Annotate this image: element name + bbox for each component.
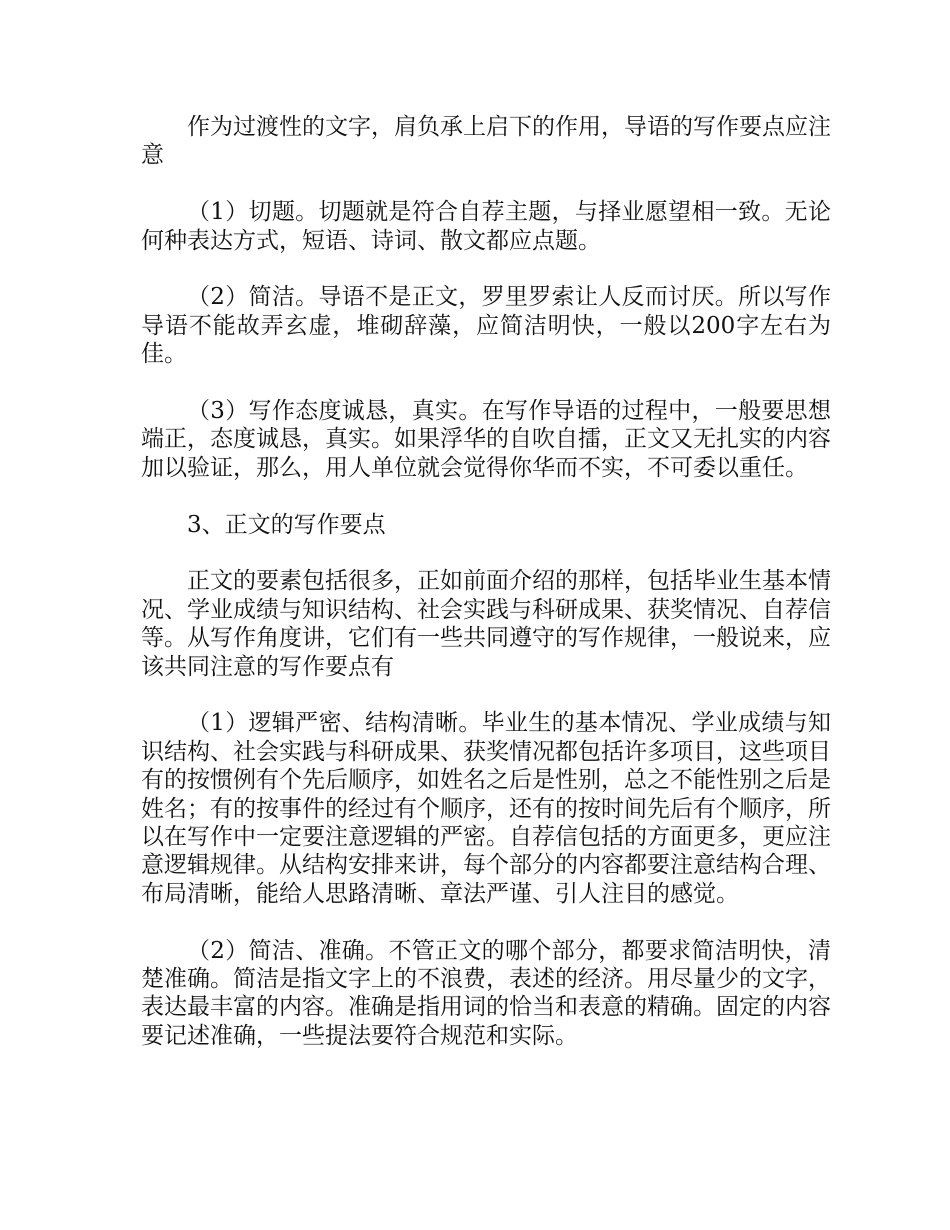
point-accuracy-paragraph: （2）简洁、准确。不管正文的哪个部分，都要求简洁明快，清楚准确。简洁是指文字上的不浪费，表述的经济。用尽量少的文字，表达最丰富的内容。准确是指用词的恰当和表意的精确。固定的内容要记述准确，一些提法要符合规范和实际。: [141, 937, 831, 1049]
section-heading: 3、正文的写作要点: [187, 511, 386, 538]
point-concise-paragraph: （2）简洁。导语不是正文，罗里罗索让人反而讨厌。所以写作导语不能故弄玄虚，堆砌辞藻，应简洁明快，一般以200字左右为佳。: [141, 284, 831, 368]
document-body: [141, 113, 831, 1079]
body-intro-paragraph: 正文的要素包括很多，正如前面介绍的那样，包括毕业生基本情况、学业成绩与知识结构、社会实践与科研成果、获奖情况、自荐信等。从写作角度讲，它们有一些共同遵守的写作规律，一般说来，应该共同注意的写作要点有: [141, 568, 831, 680]
point-sincere-paragraph: （3）写作态度诚恳，真实。在写作导语的过程中，一般要思想端正，态度诚恳，真实。如果浮华的自吹自擂，正文又无扎实的内容加以验证，那么，用人单位就会觉得你华而不实，不可委以重任。: [141, 398, 831, 481]
point-logic-paragraph: （1）逻辑严密、结构清晰。毕业生的基本情况、学业成绩与知识结构、社会实践与科研成果、获奖情况都包括许多项目，这些项目有的按惯例有个先后顺序，如姓名之后是性别，总之不能性别之后是姓名；有的按事件的经过有个顺序，还有的按时间先后有个顺序，所以在写作中一定要注意逻辑的严密。自荐信包括的方面更多，更应注意逻辑规律。从结构安排来讲，每个部分的内容都要注意结构合理、布局清晰，能给人思路清晰、章法严谨、引人注目的感觉。: [141, 710, 831, 907]
point-relevance-paragraph: （1）切题。切题就是符合自荐主题，与择业愿望相一致。无论何种表达方式，短语、诗词、散文都应点题。: [141, 199, 831, 254]
intro-paragraph: 作为过渡性的文字，肩负承上启下的作用，导语的写作要点应注意: [141, 114, 831, 169]
